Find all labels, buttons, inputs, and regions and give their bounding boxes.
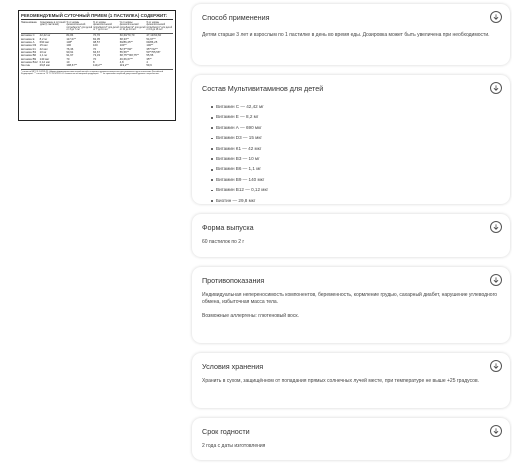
label-table-cell: 0,12 мкг bbox=[39, 60, 51, 65]
label-header-cell: % от нормы физиологической потребности* для детей от 14 до 18 лет bbox=[146, 21, 172, 32]
label-header-row bbox=[21, 20, 173, 34]
label-table-cell: витамин В12 bbox=[21, 60, 38, 65]
label-table-cell: 8,2 мг bbox=[39, 36, 48, 41]
chevron-down-icon[interactable] bbox=[490, 221, 502, 233]
label-table-cell: 70 bbox=[93, 56, 97, 61]
label-header-cell: % от нормы физиологической потребности* для детей от 11 до 14 лет bbox=[119, 21, 146, 32]
label-table-cell: витамин С bbox=[21, 33, 35, 38]
section-title: Состав Мультивитаминов для детей bbox=[202, 84, 324, 93]
label-table-cell: 42,42 мг bbox=[39, 33, 51, 38]
label-rows bbox=[21, 34, 173, 67]
section-title: Условия хранения bbox=[202, 362, 264, 371]
list-item: Витамин К1 — 42 мкг bbox=[202, 144, 501, 154]
label-table-cell: 690 мкг bbox=[39, 40, 50, 45]
label-table-cell: 59,6 bbox=[146, 63, 152, 68]
label-table-cell: 55,56** bbox=[119, 50, 129, 55]
label-header-cell: Наименование bbox=[21, 21, 37, 24]
label-table-cell: 4 bbox=[146, 60, 148, 65]
section-body: Хранить в сухом, защищённом от попадания прямых солнечных лучей месте, при температуре не выше +25 градусов. bbox=[202, 378, 479, 384]
label-table-cell: 138* bbox=[66, 40, 73, 45]
label-table-cell: 117,07* bbox=[66, 36, 76, 41]
section-contraindications[interactable] bbox=[192, 267, 510, 343]
label-table-cell: 119,2** bbox=[93, 63, 102, 68]
chevron-down-icon[interactable] bbox=[490, 425, 502, 437]
label-table-cell: 35** bbox=[146, 56, 152, 61]
label-table-cell: витамин В3 bbox=[21, 50, 37, 55]
list-item: Витамин С — 42,42 мг bbox=[202, 102, 501, 112]
label-table-cell: витамин А bbox=[21, 40, 35, 45]
list-item: Витамин В3 — 10 мг bbox=[202, 154, 501, 164]
chevron-down-icon[interactable] bbox=[490, 274, 502, 286]
chevron-down-icon[interactable] bbox=[490, 360, 502, 372]
label-table-cell: 91,67 bbox=[66, 53, 74, 58]
section-title: Форма выпуска bbox=[202, 223, 254, 232]
section-body: Индивидуальная непереносимость компонентов, беременность, кормление грудью, сахарный диабет, нарушение углеводного обмена, избыточная масса тела. bbox=[202, 292, 498, 306]
section-title: Способ применения bbox=[202, 13, 270, 22]
label-table-cell: 8 bbox=[93, 60, 95, 65]
label-table-cell: 10 мг bbox=[39, 50, 47, 55]
label-footnote: * согласно МР 2.3.1.0253-21 «Нормы физиологических потребностей в энергии и пищевых веществах для различных групп населения Российской Федерации». ** согласно ТР ТС 021/2011 «О безопасности пищевой продукции». *** не превышает верхний допустимый уровень потребления. bbox=[21, 69, 173, 76]
list-item: Витамин В9 — 140 мкг bbox=[202, 175, 501, 185]
section-body-note: Возможные аллергены: глютеновый воск. bbox=[202, 312, 299, 319]
label-table-cell: 70 bbox=[66, 56, 70, 61]
chevron-down-icon[interactable] bbox=[490, 11, 502, 23]
list-item: Биотин — 29,8 мкг bbox=[202, 196, 501, 206]
label-table-cell: 60,60/70,70 bbox=[119, 33, 135, 38]
label-table-cell: 69/86,25** bbox=[119, 40, 133, 45]
label-table-cell: 52,5**/60* bbox=[119, 46, 133, 51]
label-table-cell: 46,66,67** bbox=[119, 56, 133, 61]
section-composition[interactable] bbox=[192, 75, 510, 204]
list-item: Витамин Е — 8,2 мг bbox=[202, 112, 501, 122]
label-table-cell: 50**/55,56* bbox=[146, 50, 161, 55]
label-table-cell: 140 мкг bbox=[39, 56, 50, 61]
section-usage[interactable] bbox=[192, 4, 510, 65]
vitamin-list bbox=[202, 102, 501, 206]
section-title: Противопоказания bbox=[202, 276, 265, 285]
label-table-cell: 55,55 bbox=[146, 53, 154, 58]
label-table-cell: витамин Е bbox=[21, 36, 35, 41]
label-table-cell: 198,67** bbox=[66, 63, 78, 68]
list-item: Витамин А — 690 мкг bbox=[202, 123, 501, 133]
label-table-cell: 69/86,25 bbox=[146, 40, 158, 45]
label-table-cell: 29,8 мкг bbox=[39, 63, 51, 68]
section-shelf-life[interactable] bbox=[192, 418, 510, 460]
label-title: РЕКОМЕНДУЕМЫЙ СУТОЧНЫЙ ПРИЕМ (1 ПАСТИЛКА) СОДЕРЖИТ: bbox=[21, 13, 173, 20]
label-table-cell: 70 bbox=[93, 46, 97, 51]
label-table-cell: 4,8 bbox=[119, 60, 124, 65]
label-table-cell: 100** bbox=[119, 43, 127, 48]
label-table-cell: 10 bbox=[66, 60, 70, 65]
label-table-cell: витамин К1 bbox=[21, 46, 36, 51]
label-table-cell: 66,67 bbox=[93, 50, 101, 55]
label-table-cell: витамин В6 bbox=[21, 53, 37, 58]
section-title: Срок годности bbox=[202, 427, 250, 436]
label-table-cell: 68,33** bbox=[119, 36, 129, 41]
label-table-cell: 68,75**/68,75** bbox=[119, 53, 139, 58]
label-header-cell: % от нормы физиологической потребности* для детей от 3 до 7 лет bbox=[66, 21, 93, 32]
section-form[interactable] bbox=[192, 214, 510, 257]
label-table-cell: 100** bbox=[146, 43, 154, 48]
label-table-cell: витамин D3 bbox=[21, 43, 37, 48]
label-table-cell: 100 bbox=[66, 43, 72, 48]
label-table-cell: 76,36 bbox=[66, 46, 74, 51]
label-table-cell: 84,84 bbox=[66, 33, 74, 38]
label-table-cell: 90,91 bbox=[66, 50, 74, 55]
label-header-cell: Содержание в суточной дозе (1 пастилка) bbox=[39, 21, 66, 27]
nutrition-label-image bbox=[18, 10, 176, 121]
chevron-down-icon[interactable] bbox=[490, 82, 502, 94]
label-table-cell: 82,05 bbox=[93, 36, 101, 41]
section-storage[interactable] bbox=[192, 353, 510, 408]
info-accordion bbox=[192, 4, 510, 470]
label-table-cell: 73,33 bbox=[93, 53, 101, 58]
label-table-cell: биотин bbox=[21, 63, 31, 68]
label-table-cell: 119,2** bbox=[119, 63, 129, 68]
label-table-cell: 47,13/60,60 bbox=[146, 33, 162, 38]
section-body: Детям старше 3 лет и взрослым по 1 пастилке в день во время еды. Дозировка может быть увеличена при необходимости. bbox=[202, 32, 490, 38]
list-item: Витамин В12 — 0,12 мкг bbox=[202, 185, 501, 195]
label-table-cell: 35**/42** bbox=[146, 46, 158, 51]
label-table-cell: 54,67** bbox=[146, 36, 156, 41]
label-header-cell: % от нормы физиологической потребности* для детей от 7 до 11 лет bbox=[93, 21, 119, 32]
label-table-row bbox=[21, 64, 173, 67]
label-table-cell: 70,70 bbox=[93, 33, 101, 38]
label-table-cell: 42 мкг bbox=[39, 46, 48, 51]
list-item: Витамин В6 — 1,1 мг bbox=[202, 164, 501, 174]
section-body: 60 пастилок по 2 г bbox=[202, 239, 245, 245]
label-table-cell: 1,1 мг bbox=[39, 53, 48, 58]
label-table-cell: 15 мкг bbox=[39, 43, 48, 48]
label-table-cell: витамин В9 bbox=[21, 56, 37, 61]
label-table-cell: 100 bbox=[93, 43, 98, 48]
label-table-cell: 98,57 bbox=[93, 40, 101, 45]
list-item: Витамин D3 — 15 мкг bbox=[202, 133, 501, 143]
section-body: 2 года с даты изготовления bbox=[202, 443, 266, 449]
